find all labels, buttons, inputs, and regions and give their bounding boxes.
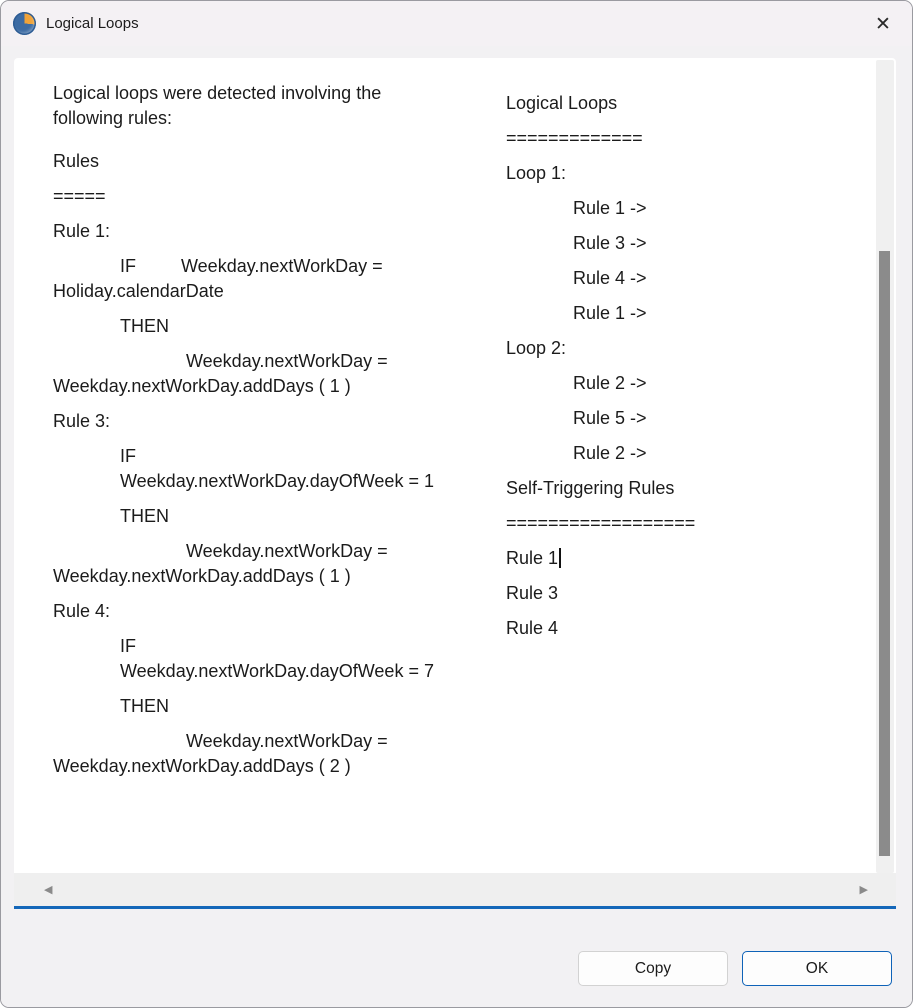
scroll-left-icon[interactable]: ◀ <box>44 883 53 896</box>
vertical-scrollbar-thumb[interactable] <box>879 251 890 856</box>
text-paragraph <box>506 126 881 151</box>
app-icon <box>13 12 36 35</box>
report-left-column <box>53 81 503 789</box>
scroll-right-icon[interactable]: ▶ <box>859 883 868 896</box>
text-line: Weekday.nextWorkDay = <box>186 351 388 371</box>
text-line: IF <box>120 636 136 656</box>
text-paragraph <box>506 91 881 116</box>
text-line: Weekday.nextWorkDay = <box>186 541 388 561</box>
text-line: Logical Loops <box>506 93 618 113</box>
text-line: ============= <box>506 128 643 148</box>
report-right-column <box>506 91 881 651</box>
text-paragraph <box>506 441 881 466</box>
text-line: Weekday.nextWorkDay.dayOfWeek = 1 <box>120 471 434 491</box>
text-paragraph <box>53 444 503 494</box>
text-line: Rule 3 <box>506 583 559 603</box>
text-line: following rules: <box>53 108 173 128</box>
text-paragraph <box>506 161 881 186</box>
text-line: Rule 3 -> <box>573 233 647 253</box>
text-paragraph <box>53 314 503 339</box>
close-button[interactable] <box>866 7 900 41</box>
text-line: Rule 1: <box>53 221 111 241</box>
text-line: Rule 4: <box>53 601 111 621</box>
text-line: Rule 5 -> <box>573 408 647 428</box>
text-line: THEN <box>120 506 169 526</box>
text-paragraph <box>506 581 881 606</box>
text-line: Rule 4 -> <box>573 268 647 288</box>
text-line: IF <box>120 446 136 466</box>
title-bar <box>1 1 912 46</box>
text-paragraph <box>53 81 503 131</box>
text-line: Weekday.nextWorkDay.addDays ( 1 ) <box>53 566 351 586</box>
text-line: Rule 2 -> <box>573 373 647 393</box>
text-paragraph <box>53 729 503 779</box>
text-paragraph <box>53 634 503 684</box>
text-paragraph <box>53 599 503 624</box>
text-paragraph <box>506 616 881 641</box>
text-line: THEN <box>120 696 169 716</box>
text-paragraph <box>53 504 503 529</box>
text-paragraph <box>506 231 881 256</box>
text-paragraph <box>53 409 503 434</box>
text-paragraph <box>506 266 881 291</box>
ok-button[interactable]: OK <box>742 951 892 986</box>
text-cursor <box>559 548 561 568</box>
text-line: Rule 1 -> <box>573 303 647 323</box>
text-line: Logical loops were detected involving the <box>53 83 382 103</box>
copy-button[interactable]: Copy <box>578 951 728 986</box>
text-line: Loop 1: <box>506 163 567 183</box>
text-line: THEN <box>120 316 169 336</box>
text-paragraph <box>506 371 881 396</box>
text-paragraph <box>506 476 881 501</box>
text-line: Weekday.nextWorkDay.addDays ( 2 ) <box>53 756 351 776</box>
text-line: Rules <box>53 151 100 171</box>
horizontal-scrollbar[interactable] <box>14 873 896 906</box>
text-paragraph <box>53 254 503 304</box>
close-icon: ✕ <box>875 13 891 35</box>
text-paragraph <box>53 349 503 399</box>
text-line: Weekday.nextWorkDay.dayOfWeek = 7 <box>120 661 434 681</box>
dialog-footer <box>1 909 912 1007</box>
text-line: Weekday.nextWorkDay.addDays ( 1 ) <box>53 376 351 396</box>
vertical-scrollbar[interactable] <box>876 60 894 873</box>
loops-report-textarea[interactable] <box>14 58 896 909</box>
window-title: Logical Loops <box>46 15 139 32</box>
text-line: Rule 4 <box>506 618 559 638</box>
text-paragraph <box>53 539 503 589</box>
text-paragraph <box>506 546 881 571</box>
text-line: Rule 3: <box>53 411 111 431</box>
text-paragraph <box>53 219 503 244</box>
text-line: Rule 1 <box>506 546 881 571</box>
text-paragraph <box>506 511 881 536</box>
text-line: ================== <box>506 513 696 533</box>
text-line: Rule 2 -> <box>573 443 647 463</box>
text-paragraph <box>506 406 881 431</box>
text-line: Rule 1 -> <box>573 198 647 218</box>
text-line: IF Weekday.nextWorkDay = <box>120 256 383 276</box>
text-line: Weekday.nextWorkDay = <box>186 731 388 751</box>
text-paragraph <box>506 336 881 361</box>
text-paragraph <box>506 196 881 221</box>
text-paragraph <box>53 694 503 719</box>
text-line: Holiday.calendarDate <box>53 281 224 301</box>
text-line: Loop 2: <box>506 338 567 358</box>
text-paragraph <box>53 184 503 209</box>
text-line: ===== <box>53 186 106 206</box>
text-paragraph <box>53 149 503 174</box>
text-line: Self-Triggering Rules <box>506 478 675 498</box>
text-paragraph <box>506 301 881 326</box>
